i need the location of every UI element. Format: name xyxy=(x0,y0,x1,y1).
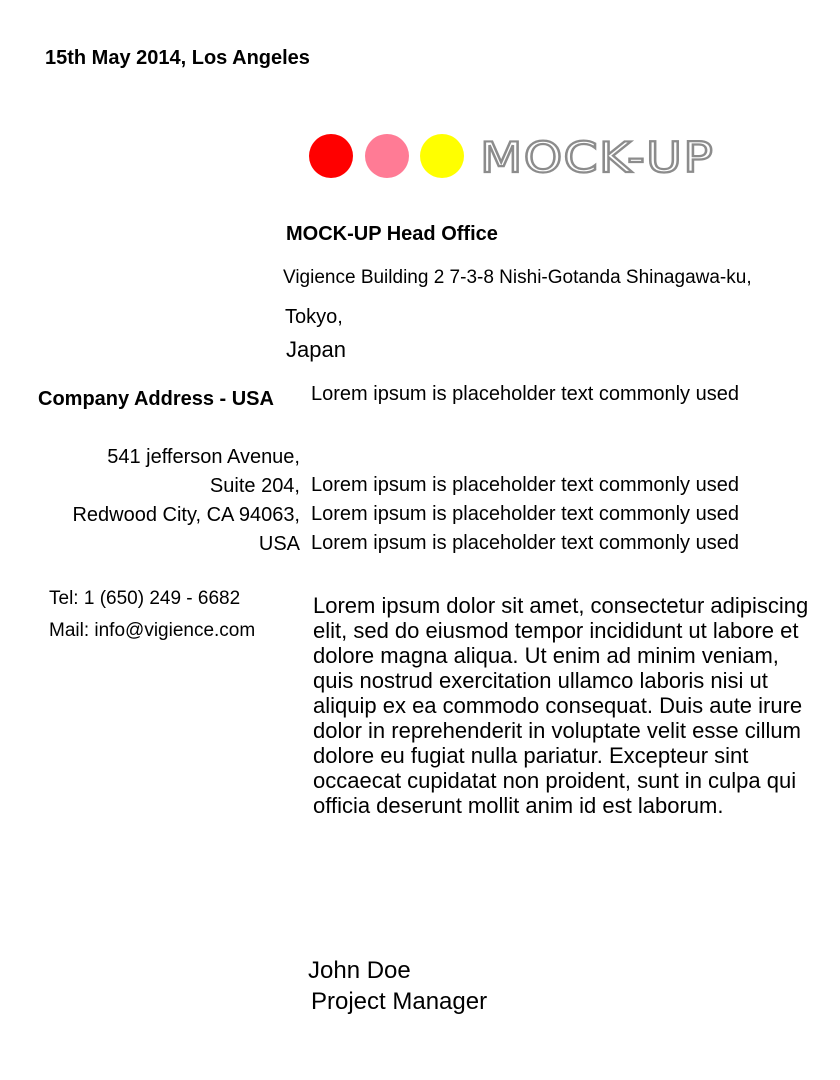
us-address-line: 541 jefferson Avenue, xyxy=(107,446,300,468)
logo-dot-red xyxy=(309,134,353,178)
head-office-address-line-1: Vigience Building 2 7-3-8 Nishi-Gotanda Shinagawa-ku, xyxy=(283,267,752,288)
signature-title: Project Manager xyxy=(311,988,488,1015)
head-office-address-line-2: Tokyo, xyxy=(285,306,343,328)
lorem-line: Lorem ipsum is placeholder text commonly used xyxy=(311,503,739,525)
us-address-line: Redwood City, CA 94063, xyxy=(72,504,300,526)
lorem-line: Lorem ipsum is placeholder text commonly used xyxy=(311,383,739,405)
logo-text: MOCK-UP xyxy=(480,134,714,178)
us-address-line: Suite 204, xyxy=(209,475,300,497)
head-office-address-line-3: Japan xyxy=(286,337,346,362)
letter-body-paragraph: Lorem ipsum dolor sit amet, consectetur adipiscing elit, sed do eiusmod tempor incididunt ut labore et dolore magna aliqua. Ut enim ad minim veniam, quis nostrud exercitation ullamco laboris nisi ut aliquip ex ea commodo consequat. Duis aute irure dolor in reprehenderit in voluptate velit esse cillum dolore eu fugiat nulla pariatur. Excepteur sint occaecat cupidatat non proident, sunt in culpa qui officia deserunt mollit anim id est laborum. xyxy=(313,593,809,818)
us-office-title: Company Address - USA xyxy=(38,388,274,410)
logo-dot-yellow xyxy=(420,134,464,178)
date-location: 15th May 2014, Los Angeles xyxy=(45,47,310,69)
head-office-title: MOCK-UP Head Office xyxy=(286,223,498,245)
lorem-line: Lorem ipsum is placeholder text commonly used xyxy=(311,474,739,496)
signature-name: John Doe xyxy=(308,957,411,984)
logo-dot-pink xyxy=(365,134,409,178)
contact-mail: Mail: info@vigience.com xyxy=(49,620,256,641)
contact-tel: Tel: 1 (650) 249 - 6682 xyxy=(49,588,241,609)
lorem-line: Lorem ipsum is placeholder text commonly used xyxy=(311,532,739,554)
us-address-line: USA xyxy=(258,533,300,555)
